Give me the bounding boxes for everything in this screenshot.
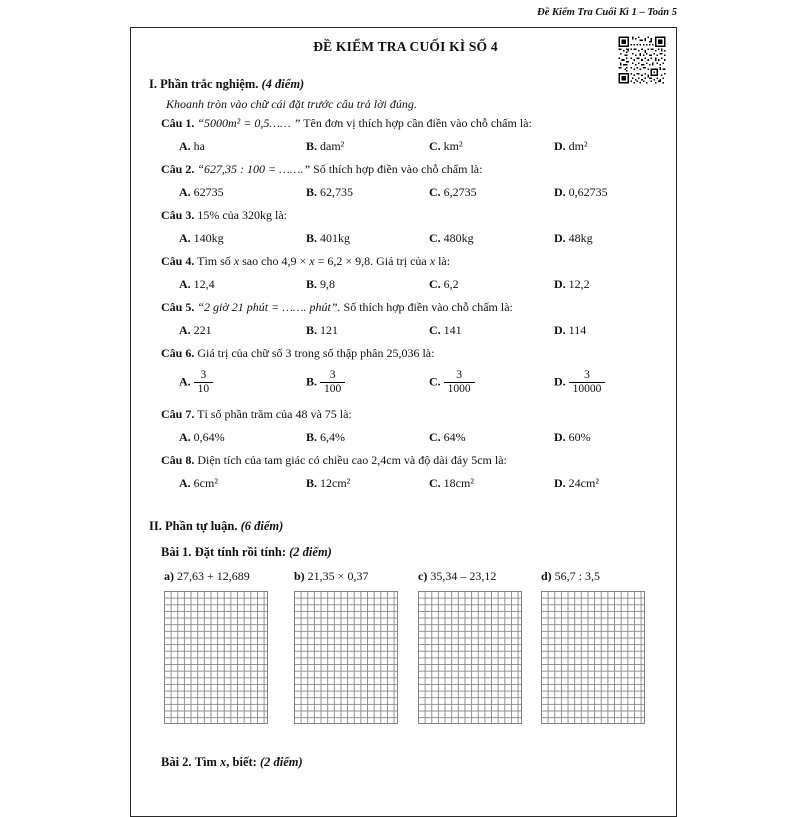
page-title: ĐỀ KIỂM TRA CUỐI KÌ SỐ 4 (313, 39, 498, 54)
item-expression: 56,7 : 3,5 (554, 569, 601, 584)
option-letter: D. (554, 430, 566, 445)
question-5-options (179, 319, 662, 342)
bai1-heading (161, 540, 662, 564)
bai2-heading (161, 750, 662, 774)
question-1-text: “5000m² = 0,5…… ” Tên đơn vị thích hợp cần điền vào chỗ chấm là: (197, 116, 532, 130)
option-value: 62,735 (320, 185, 354, 199)
question-2-option-d (554, 181, 608, 204)
option-letter: A. (179, 323, 191, 337)
exam-page (130, 27, 677, 817)
option-value: 9,8 (320, 277, 336, 291)
bai2-points: (2 điểm) (259, 755, 303, 770)
question-2-option-a (179, 181, 306, 204)
option-letter: D. (554, 277, 566, 291)
option-value: 12,4 (193, 277, 215, 291)
question-1 (161, 112, 662, 158)
fraction-denominator: 10 (197, 383, 210, 396)
item-letter: a) (164, 569, 174, 584)
question-4 (161, 250, 662, 296)
question-2-option-c (429, 181, 554, 204)
option-letter: C. (429, 476, 441, 491)
question-3-option-d (554, 227, 593, 250)
question-6-options (179, 365, 662, 403)
option-letter: D. (554, 374, 566, 389)
option-letter: C. (429, 139, 441, 153)
question-5-label: Câu 5. (161, 300, 195, 314)
question-4-option-b (306, 273, 429, 296)
option-value: 140kg (193, 231, 224, 245)
work-col-c (418, 566, 541, 724)
option-value: ha (193, 139, 205, 153)
fraction (194, 369, 214, 396)
option-value: 6,4% (320, 430, 346, 445)
option-letter: C. (429, 374, 441, 389)
section-2-title: Phần tự luận. (164, 519, 238, 534)
item-letter: b) (294, 569, 305, 584)
item-letter: d) (541, 569, 552, 584)
option-letter: D. (554, 139, 566, 153)
question-4-line (161, 250, 662, 273)
expression-a (164, 566, 294, 586)
question-4-option-d (554, 273, 590, 296)
question-5-option-a (179, 319, 306, 342)
option-letter: B. (306, 476, 318, 491)
question-1-option-c (429, 135, 554, 158)
bai2-label: Bài 2. (161, 755, 192, 770)
option-value: 480kg (443, 231, 474, 245)
option-value: 141 (443, 323, 462, 337)
question-6-label: Câu 6. (161, 346, 195, 360)
fraction-numerator: 3 (320, 369, 345, 383)
question-4-text: Tìm số x sao cho 4,9 × x = 6,2 × 9,8. Giá trị của x là: (197, 254, 451, 268)
question-3-option-a (179, 227, 306, 250)
option-letter: B. (306, 231, 318, 245)
question-4-options (179, 273, 662, 296)
item-expression: 27,63 + 12,689 (177, 569, 250, 584)
question-3-options (179, 227, 662, 250)
question-6-option-d (554, 369, 605, 396)
bai1-points: (2 điểm) (289, 545, 332, 560)
bai1-work-row (164, 566, 662, 724)
question-1-label: Câu 1. (161, 116, 195, 130)
option-letter: B. (306, 277, 318, 291)
option-value: 401kg (320, 231, 351, 245)
work-col-a (164, 566, 294, 724)
option-letter: A. (179, 231, 191, 245)
item-letter: c) (418, 569, 428, 584)
question-5-text: “2 giờ 21 phút = ……. phút”. Số thích hợp điền vào chỗ chấm là: (197, 300, 513, 314)
question-7-option-d (554, 426, 591, 449)
question-8-options (179, 472, 662, 495)
question-1-option-a (179, 135, 306, 158)
calc-grid-d (541, 591, 645, 724)
bai1-label: Bài 1. (161, 545, 192, 560)
instruction: Khoanh tròn vào chữ cái đặt trước câu trả lời đúng. (166, 97, 417, 111)
section-1-number: I. (149, 77, 157, 91)
option-letter: A. (179, 374, 191, 389)
option-value: 6cm² (193, 476, 218, 491)
question-7 (161, 403, 662, 449)
option-letter: B. (306, 323, 318, 337)
section-1-points: (4 điểm) (261, 77, 305, 91)
option-value: 0,64% (193, 430, 225, 445)
question-6-option-c (429, 369, 554, 396)
item-expression: 35,34 – 23,12 (430, 569, 497, 584)
question-3-option-b (306, 227, 429, 250)
question-3-text: 15% của 320kg là: (197, 208, 287, 222)
section-2-points: (6 điểm) (240, 519, 284, 534)
option-letter: D. (554, 185, 566, 199)
fraction (569, 369, 606, 396)
option-letter: A. (179, 277, 191, 291)
question-1-option-b (306, 135, 429, 158)
option-letter: B. (306, 374, 318, 389)
question-5 (161, 296, 662, 342)
fraction-denominator: 100 (324, 383, 342, 396)
question-7-text: Tỉ số phần trăm của 48 và 75 là: (197, 407, 352, 422)
question-6-option-a (179, 369, 306, 396)
question-7-options (179, 426, 662, 449)
option-value: 60% (568, 430, 591, 445)
option-value: km² (443, 139, 463, 153)
option-value: dm² (568, 139, 588, 153)
question-8-option-a (179, 472, 306, 495)
question-5-option-c (429, 319, 554, 342)
item-expression: 21,35 × 0,37 (307, 569, 369, 584)
work-col-b (294, 566, 418, 724)
option-value: 221 (193, 323, 212, 337)
option-letter: D. (554, 476, 566, 491)
question-8-option-b (306, 472, 429, 495)
fraction-denominator: 1000 (447, 383, 471, 396)
question-8 (161, 449, 662, 495)
question-5-option-d (554, 319, 586, 342)
question-2-label: Câu 2. (161, 162, 195, 176)
question-4-option-a (179, 273, 306, 296)
question-1-line (161, 112, 662, 135)
question-8-option-d (554, 472, 599, 495)
question-4-label: Câu 4. (161, 254, 195, 268)
option-letter: A. (179, 430, 191, 445)
question-1-option-d (554, 135, 588, 158)
option-value: 121 (320, 323, 339, 337)
option-value: 6,2 (443, 277, 459, 291)
option-letter: C. (429, 231, 441, 245)
question-2-line (161, 158, 662, 181)
question-4-option-c (429, 273, 554, 296)
question-5-line (161, 296, 662, 319)
question-6-text: Giá trị của chữ số 3 trong số thập phân 25,036 là: (197, 346, 435, 360)
question-6-line (161, 342, 662, 365)
section-1-title: Phần trắc nghiệm. (160, 77, 259, 91)
question-7-line (161, 403, 662, 426)
option-letter: A. (179, 476, 191, 491)
option-value: 12,2 (568, 277, 590, 291)
question-5-option-b (306, 319, 429, 342)
option-value: 62735 (193, 185, 224, 199)
option-letter: A. (179, 139, 191, 153)
question-8-text: Diện tích của tam giác có chiều cao 2,4cm và độ dài đáy 5cm là: (197, 453, 507, 468)
fraction (444, 369, 475, 396)
option-letter: B. (306, 185, 318, 199)
question-3 (161, 204, 662, 250)
fraction-numerator: 3 (194, 369, 214, 383)
question-7-option-a (179, 426, 306, 449)
bai1-title: Đặt tính rồi tính: (194, 545, 287, 560)
calc-grid-b (294, 591, 398, 724)
option-letter: D. (554, 231, 566, 245)
option-letter: A. (179, 185, 191, 199)
option-value: dam² (320, 139, 345, 153)
question-7-option-c (429, 426, 554, 449)
option-letter: B. (306, 430, 318, 445)
section-2-number: II. (149, 519, 162, 534)
question-2-options (179, 181, 662, 204)
question-7-label: Câu 7. (161, 407, 195, 422)
question-3-option-c (429, 227, 554, 250)
question-8-label: Câu 8. (161, 453, 195, 468)
work-col-d (541, 566, 645, 724)
option-letter: C. (429, 185, 441, 199)
calc-grid-c (418, 591, 522, 724)
question-6 (161, 342, 662, 403)
running-header: Đề Kiểm Tra Cuối Kì 1 – Toán 5 (537, 7, 677, 18)
option-letter: B. (306, 139, 318, 153)
option-value: 12cm² (320, 476, 351, 491)
section-2-heading (149, 519, 662, 534)
calc-grid-a (164, 591, 268, 724)
question-1-options (179, 135, 662, 158)
bai2-title: Tìm x, biết: (194, 755, 257, 770)
question-3-label: Câu 3. (161, 208, 195, 222)
option-value: 64% (443, 430, 466, 445)
question-3-line (161, 204, 662, 227)
fraction-numerator: 3 (444, 369, 475, 383)
option-letter: D. (554, 323, 566, 337)
option-value: 24cm² (568, 476, 599, 491)
fraction-numerator: 3 (569, 369, 606, 383)
option-value: 114 (568, 323, 587, 337)
question-2 (161, 158, 662, 204)
fraction (320, 369, 345, 396)
section-1-heading (149, 77, 662, 92)
option-value: 48kg (568, 231, 593, 245)
option-letter: C. (429, 277, 441, 291)
option-value: 18cm² (443, 476, 474, 491)
question-8-line (161, 449, 662, 472)
option-value: 0,62735 (568, 185, 608, 199)
question-8-option-c (429, 472, 554, 495)
option-letter: C. (429, 323, 441, 337)
expression-c (418, 566, 541, 586)
question-6-option-b (306, 369, 429, 396)
option-value: 6,2735 (443, 185, 477, 199)
question-7-option-b (306, 426, 429, 449)
question-2-text: “627,35 : 100 = …….” Số thích hợp điền vào chỗ chấm là: (197, 162, 483, 176)
option-letter: C. (429, 430, 441, 445)
question-2-option-b (306, 181, 429, 204)
qr-code-icon (617, 35, 667, 85)
expression-b (294, 566, 418, 586)
fraction-denominator: 10000 (572, 383, 602, 396)
expression-d (541, 566, 645, 586)
